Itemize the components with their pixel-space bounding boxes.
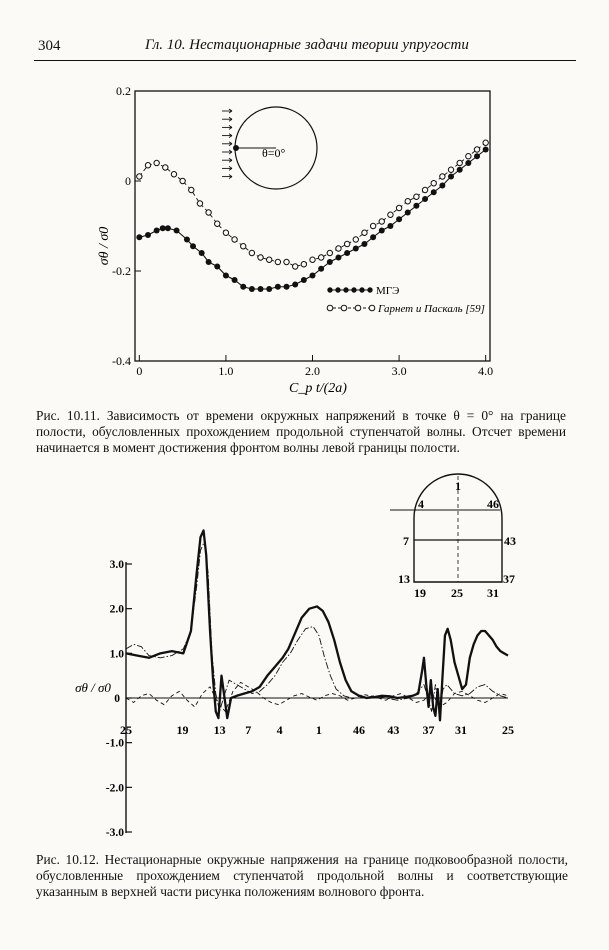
mge-point <box>292 282 298 288</box>
fig2-position-label: 1 <box>315 723 322 737</box>
garnet-point <box>457 160 462 165</box>
inset-theta-label: θ=0° <box>262 146 286 160</box>
node-43: 43 <box>504 534 516 548</box>
garnet-point <box>405 199 410 204</box>
fig2-series-dashed <box>126 682 508 711</box>
fig2-caption-text: Рис. 10.12. Нестационарные окружные напряжения на границе подковообразной полости, обусловленные прохождением ступенчатой продольной волны и соответствующие указанным в верхней части рисунка положениям волнового фронта. <box>36 852 568 899</box>
fig1-legend <box>327 285 485 315</box>
fig1-x-axis-label: C_p t/(2a) <box>289 381 347 396</box>
mge-point <box>335 255 341 261</box>
garnet-point <box>353 237 358 242</box>
fig2-series-dash-dot <box>126 542 508 712</box>
garnet-point <box>284 259 289 264</box>
garnet-point <box>145 163 150 168</box>
mge-point <box>344 250 350 256</box>
fig1-inset <box>222 107 317 189</box>
mge-point <box>184 237 190 243</box>
fig2-y-axis-label <box>75 680 111 695</box>
series-mge-path <box>139 150 485 290</box>
mge-point <box>370 234 376 240</box>
garnet-point <box>327 250 332 255</box>
node-31: 31 <box>487 586 499 600</box>
mge-point <box>474 153 480 159</box>
garnet-point <box>137 174 142 179</box>
fig1-y-tick-label: -0.4 <box>112 354 131 368</box>
series-mge-markers <box>136 147 488 293</box>
fig2-position-label: 13 <box>213 723 226 737</box>
garnet-point <box>414 194 419 199</box>
mge-point <box>214 264 220 270</box>
mge-point <box>275 284 281 290</box>
fig2-position-label: 25 <box>120 723 132 737</box>
mge-point <box>448 174 454 180</box>
garnet-point <box>379 219 384 224</box>
garnet-point <box>388 212 393 217</box>
mge-point <box>258 286 264 292</box>
mge-point <box>361 241 367 247</box>
node-13: 13 <box>398 572 410 586</box>
legend-mge-sample <box>327 287 372 292</box>
garnet-point <box>301 262 306 267</box>
node-7: 7 <box>403 534 409 548</box>
garnet-point <box>396 205 401 210</box>
mge-point <box>465 160 471 166</box>
running-title: Гл. 10. Нестационарные задачи теории упругости <box>145 37 469 53</box>
garnet-point <box>215 221 220 226</box>
garnet-point <box>232 237 237 242</box>
mge-point <box>310 273 316 279</box>
garnet-point <box>483 140 488 145</box>
mge-point <box>160 225 166 231</box>
garnet-point <box>310 257 315 262</box>
mge-point <box>301 277 307 283</box>
fig1-x-tick-label: 0 <box>136 364 143 378</box>
mge-point <box>318 266 324 272</box>
fig1-x-tick-label: 1.0 <box>218 364 234 378</box>
garnet-point <box>154 160 159 165</box>
fig2-y-tick-label: -3.0 <box>105 827 124 839</box>
fig1-y-tick-label: 0.2 <box>116 84 131 98</box>
fig2-y-tick-label: -2.0 <box>105 782 124 795</box>
mge-point <box>145 232 151 238</box>
garnet-point <box>466 154 471 159</box>
mge-point <box>353 246 359 252</box>
mge-point <box>405 210 411 216</box>
garnet-point <box>223 230 228 235</box>
fig2-position-label: 4 <box>276 723 283 737</box>
garnet-point <box>318 255 323 260</box>
inset-wave-arrows <box>222 109 232 179</box>
garnet-point <box>258 255 263 260</box>
mge-point <box>457 167 463 173</box>
mge-point <box>136 234 142 240</box>
garnet-point <box>189 187 194 192</box>
garnet-point <box>431 181 436 186</box>
garnet-point <box>171 172 176 177</box>
mge-point <box>232 277 238 283</box>
mge-point <box>284 284 290 290</box>
fig2-position-label: 37 <box>422 723 435 737</box>
fig2-position-label: 46 <box>353 723 366 737</box>
fig1-caption <box>36 408 566 456</box>
fig2-y-tick-label: 1.0 <box>109 648 124 661</box>
garnet-point <box>422 187 427 192</box>
mge-point <box>249 286 255 292</box>
inset-point <box>233 145 239 151</box>
garnet-point <box>163 165 168 170</box>
svg-text:σθ / σ0: σθ / σ0 <box>75 680 111 695</box>
mge-point <box>483 147 489 153</box>
node-25: 25 <box>451 586 463 600</box>
node-37: 37 <box>503 572 515 586</box>
fig2-series-solid <box>126 531 508 721</box>
garnet-point <box>241 244 246 249</box>
fig1-x-tick-label: 3.0 <box>391 364 407 378</box>
garnet-point <box>267 257 272 262</box>
mge-point <box>154 228 160 234</box>
garnet-point <box>336 246 341 251</box>
legend-garnet-label: Гарнет и Паскаль [59] <box>378 303 485 315</box>
fig1-y-tick-label: -0.2 <box>112 264 131 278</box>
fig2-y-tick-label: 3.0 <box>109 559 124 571</box>
garnet-point <box>362 230 367 235</box>
garnet-point <box>440 174 445 179</box>
mge-point <box>199 250 205 256</box>
page-number: 304 <box>38 38 61 54</box>
mge-point <box>387 223 393 229</box>
fig2-inset-cavity <box>390 474 502 582</box>
fig2-position-label: 43 <box>387 723 400 737</box>
garnet-point <box>249 250 254 255</box>
fig2-caption <box>36 852 568 900</box>
legend-mge-label: МГЭ <box>376 285 400 297</box>
garnet-point <box>180 178 185 183</box>
node-1: 1 <box>455 479 461 493</box>
fig1-x-tick-label: 2.0 <box>305 364 320 378</box>
garnet-point <box>370 223 375 228</box>
garnet-point <box>292 264 297 269</box>
fig2-position-label: 31 <box>455 723 468 737</box>
node-46: 46 <box>487 497 499 511</box>
mge-point <box>266 286 272 292</box>
figure-10-12 <box>0 470 609 850</box>
mge-point <box>223 273 229 279</box>
node-19: 19 <box>414 586 426 600</box>
legend-garnet-sample <box>327 305 375 311</box>
node-4: 4 <box>418 497 424 511</box>
fig2-y-tick-label: 0 <box>114 693 120 705</box>
fig1-y-tick-label: 0 <box>125 174 131 188</box>
garnet-point <box>474 147 479 152</box>
fig2-position-label: 25 <box>502 723 514 737</box>
garnet-point <box>344 241 349 246</box>
mge-point <box>431 189 437 195</box>
mge-point <box>165 225 171 231</box>
fig1-x-tick-label: 4.0 <box>478 364 494 378</box>
fig1-x-ticks <box>136 355 493 378</box>
mge-point <box>396 216 402 222</box>
mge-point <box>413 203 419 209</box>
garnet-point <box>275 259 280 264</box>
series-mge-line <box>139 150 485 290</box>
fig2-y-tick-label: -1.0 <box>105 737 124 750</box>
mge-point <box>327 259 333 265</box>
mge-point <box>174 228 180 234</box>
fig1-caption-text: Рис. 10.11. Зависимость от времени окружных напряжений в точке θ = 0° на границе полости, обусловленных прохождением продольной ступенчатой волны. Отсчет времени начинается в момент достижения фронтом волны левой границы полости. <box>36 408 566 455</box>
fig2-position-labels <box>120 723 514 737</box>
garnet-point <box>206 210 211 215</box>
mge-point <box>190 243 196 249</box>
fig1-frame <box>135 91 490 361</box>
garnet-point <box>448 167 453 172</box>
garnet-point <box>197 201 202 206</box>
mge-point <box>379 228 385 234</box>
mge-point <box>422 196 428 202</box>
fig1-y-ticks <box>112 84 141 368</box>
fig2-position-label: 7 <box>245 723 252 737</box>
mge-point <box>206 259 212 265</box>
fig2-y-tick-label: 2.0 <box>109 603 124 616</box>
fig2-series <box>126 531 508 721</box>
mge-point <box>439 183 445 189</box>
fig2-position-label: 19 <box>176 723 189 737</box>
mge-point <box>240 284 246 290</box>
fig1-y-axis-label: σθ / σ0 <box>97 226 112 266</box>
series-garnet-markers <box>137 140 489 269</box>
